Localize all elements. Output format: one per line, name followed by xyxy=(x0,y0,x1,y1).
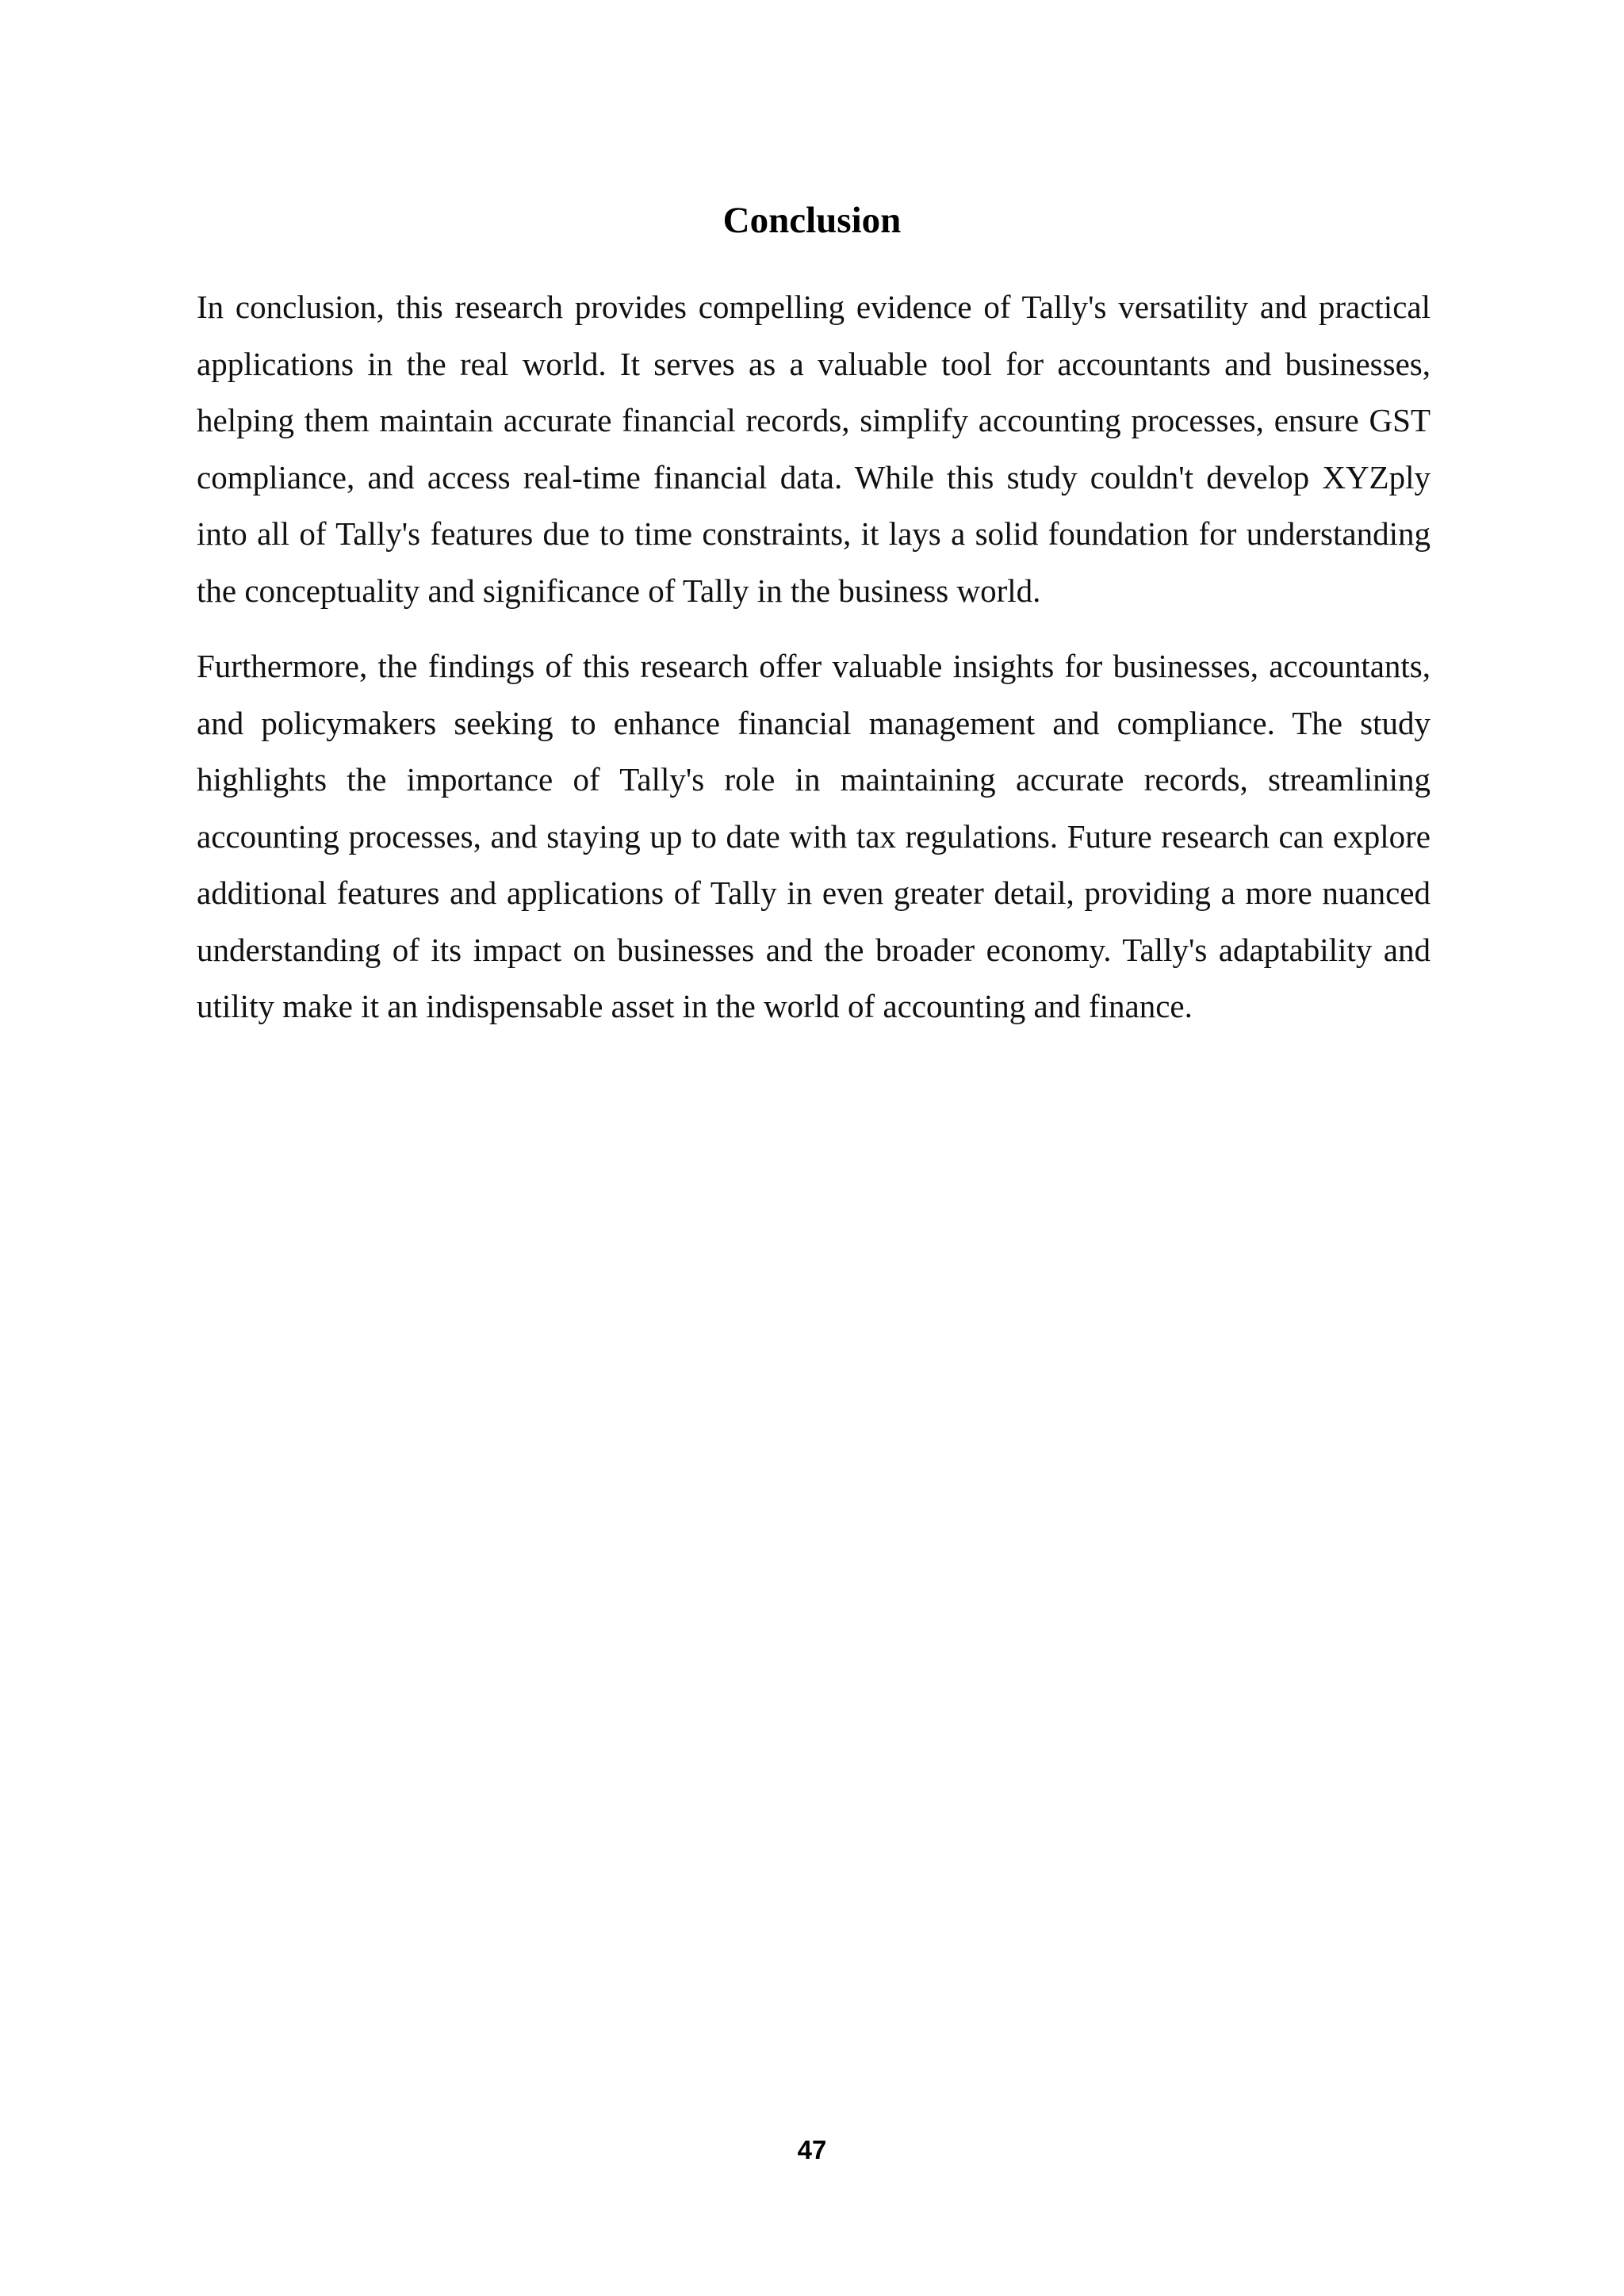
page-title: Conclusion xyxy=(722,200,902,241)
paragraph-2: Furthermore, the findings of this research offer valuable insights for businesses, accountants, and policymakers seeking to enhance financial management and compliance. The study highlights the importance of Tally's role in maintaining accurate records, streamlining accounting processes, and staying up to date with tax regulations. Future research can explore additional features and applications of Tally in even greater detail, providing a more nuanced understanding of its impact on businesses and the broader economy. Tally's adaptability and utility make it an indispensable asset in the world of accounting and finance. xyxy=(197,648,1431,1024)
page-number: 47 xyxy=(797,2135,827,2164)
paragraph-1: In conclusion, this research provides compelling evidence of Tally's versatility and practical applications in the real world. It serves as a valuable tool for accountants and businesses, helping them maintain accurate financial records, simplify accounting processes, ensure GST compliance, and access real-time financial data. While this study couldn't develop XYZply into all of Tally's features due to time constraints, it lays a solid foundation for understanding the conceptuality and significance of Tally in the business world. xyxy=(197,289,1431,609)
